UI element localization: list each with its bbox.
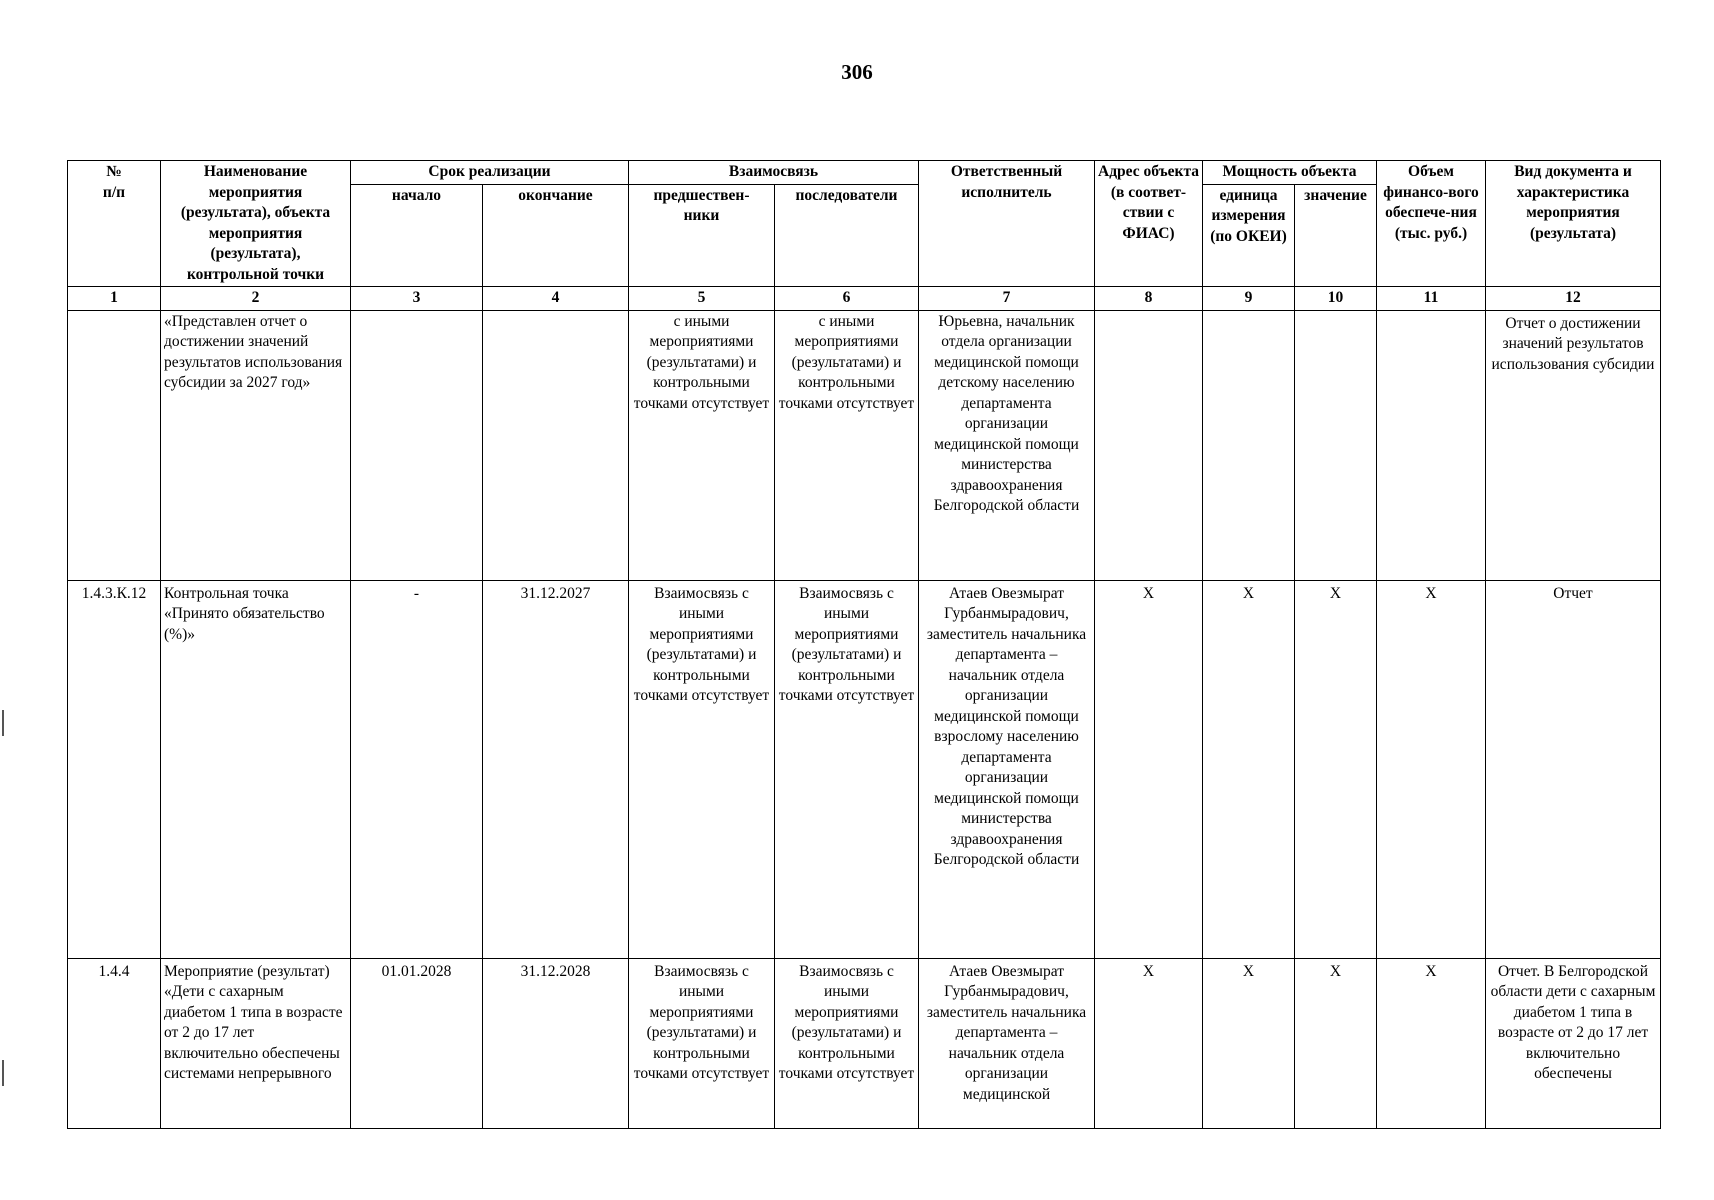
col-number: 5	[629, 287, 775, 311]
header-successors: последователи	[775, 184, 919, 286]
row-start	[351, 310, 483, 580]
row-financing: Х	[1377, 958, 1486, 1128]
col-number: 9	[1203, 287, 1295, 311]
header-power-group: Мощность объекта	[1203, 161, 1377, 185]
header-name: Наименование мероприятия (результата), объекта мероприятия (результата), контрольной точки	[161, 161, 351, 287]
col-number: 2	[161, 287, 351, 311]
row-name: «Представлен отчет о достижении значений результатов использования субсидии за 2027 год»	[161, 310, 351, 580]
col-number: 3	[351, 287, 483, 311]
row-address: Х	[1095, 580, 1203, 958]
row-successors: Взаимосвязь с иными мероприятиями (результатами) и контрольными точками отсутствует	[775, 958, 919, 1128]
header-start: начало	[351, 184, 483, 286]
row-responsible: Атаев Овезмырат Гурбанмырадович, заместитель начальника департамента – начальник отдела организации медицинской	[919, 958, 1095, 1128]
header-end: окончание	[483, 184, 629, 286]
row-no: 1.4.3.К.12	[68, 580, 161, 958]
row-value: Х	[1295, 958, 1377, 1128]
header-value: значение	[1295, 184, 1377, 286]
row-end: 31.12.2027	[483, 580, 629, 958]
row-financing	[1377, 310, 1486, 580]
row-successors: с иными мероприятиями (результатами) и контрольными точками отсутствует	[775, 310, 919, 580]
row-address	[1095, 310, 1203, 580]
row-no: 1.4.4	[68, 958, 161, 1128]
col-number: 6	[775, 287, 919, 311]
scan-edge-mark	[2, 710, 4, 736]
header-address: Адрес объекта (в соответ-ствии с ФИАС)	[1095, 161, 1203, 287]
row-no	[68, 310, 161, 580]
table-row	[68, 580, 1661, 958]
col-number: 10	[1295, 287, 1377, 311]
header-no: № п/п	[68, 161, 161, 287]
row-predecessors: Взаимосвязь с иными мероприятиями (результатами) и контрольными точками отсутствует	[629, 580, 775, 958]
row-responsible: Юрьевна, начальник отдела организации медицинской помощи детскому населению департамента организации медицинской помощи министерства здравоохранения Белгородской области	[919, 310, 1095, 580]
col-number: 4	[483, 287, 629, 311]
col-number: 1	[68, 287, 161, 311]
scan-edge-mark	[2, 1060, 4, 1086]
row-unit: Х	[1203, 580, 1295, 958]
row-end	[483, 310, 629, 580]
row-financing: Х	[1377, 580, 1486, 958]
row-unit	[1203, 310, 1295, 580]
row-predecessors: Взаимосвязь с иными мероприятиями (результатами) и контрольными точками отсутствует	[629, 958, 775, 1128]
header-financing: Объем финансо-вого обеспече-ния (тыс. руб.)	[1377, 161, 1486, 287]
header-link-group: Взаимосвязь	[629, 161, 919, 185]
row-predecessors: с иными мероприятиями (результатами) и контрольными точками отсутствует	[629, 310, 775, 580]
header-unit: единица измерения (по ОКЕИ)	[1203, 184, 1295, 286]
col-number: 11	[1377, 287, 1486, 311]
row-successors: Взаимосвязь с иными мероприятиями (результатами) и контрольными точками отсутствует	[775, 580, 919, 958]
header-term-group: Срок реализации	[351, 161, 629, 185]
row-document: Отчет о достижении значений результатов использования субсидии	[1486, 310, 1661, 580]
column-number-row	[68, 287, 1661, 311]
row-value	[1295, 310, 1377, 580]
col-number: 7	[919, 287, 1095, 311]
row-unit: Х	[1203, 958, 1295, 1128]
row-value: Х	[1295, 580, 1377, 958]
row-end: 31.12.2028	[483, 958, 629, 1128]
table-row	[68, 310, 1661, 580]
header-predecessors: предшествен- ники	[629, 184, 775, 286]
row-name: Контрольная точка «Принято обязательство (%)»	[161, 580, 351, 958]
header-document: Вид документа и характеристика мероприятия (результата)	[1486, 161, 1661, 287]
row-responsible: Атаев Овезмырат Гурбанмырадович, заместитель начальника департамента – начальник отдела организации медицинской помощи взрослому населению департамента организации медицинской помощи министерства здравоохранения Белгородской области	[919, 580, 1095, 958]
row-start: -	[351, 580, 483, 958]
header-responsible: Ответственный исполнитель	[919, 161, 1095, 287]
col-number: 8	[1095, 287, 1203, 311]
page-number: 306	[841, 60, 873, 84]
col-number: 12	[1486, 287, 1661, 311]
row-address: Х	[1095, 958, 1203, 1128]
activities-table	[67, 160, 1661, 1129]
row-document: Отчет. В Белгородской области дети с сахарным диабетом 1 типа в возрасте от 2 до 17 лет включительно обеспечены	[1486, 958, 1661, 1128]
row-start: 01.01.2028	[351, 958, 483, 1128]
table-row	[68, 958, 1661, 1128]
row-document: Отчет	[1486, 580, 1661, 958]
row-name: Мероприятие (результат) «Дети с сахарным диабетом 1 типа в возрасте от 2 до 17 лет включительно обеспечены системами непрерывного	[161, 958, 351, 1128]
